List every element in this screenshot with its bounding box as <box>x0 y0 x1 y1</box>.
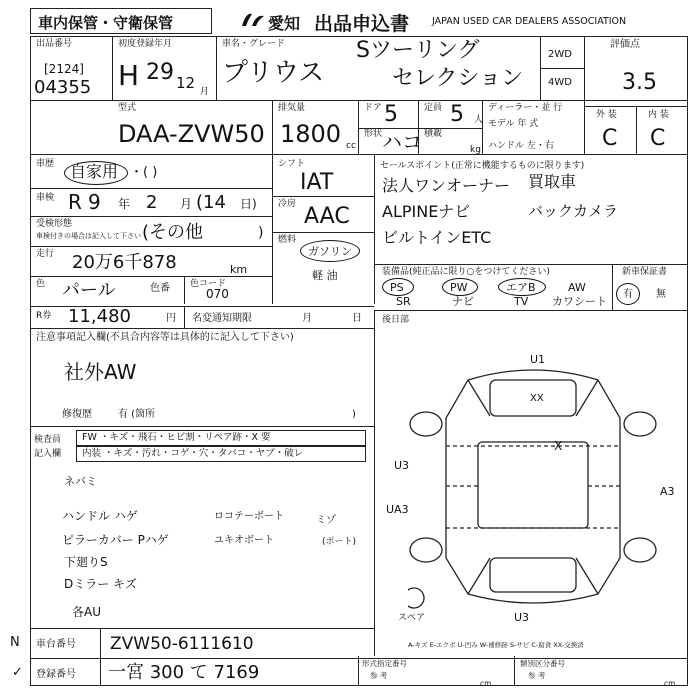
registration-year: 29 <box>146 60 174 85</box>
note-3b: ユキオボート <box>214 535 274 546</box>
note-2c: ミゾ <box>316 515 336 526</box>
note-2: ハンドル ハゲ <box>62 509 138 523</box>
color-code-value: 070 <box>206 287 229 301</box>
fuel-diesel: 軽 油 <box>312 269 338 282</box>
inspector-row-2: 内装 ・キズ・汚れ・コゲ・穴・タバコ・ヤブ・破レ <box>82 448 304 459</box>
doors-label: ドア <box>364 103 382 113</box>
inspection-day-unit: 日) <box>240 197 257 211</box>
lot-number: 04355 <box>34 77 92 98</box>
cert-form-ref: 参 考 <box>370 671 388 680</box>
shift-value: IAT <box>300 170 334 195</box>
page-title: 出品申込書 <box>314 13 410 35</box>
chassis-value: ZVW50-6111610 <box>110 634 254 654</box>
mileage-value: 20万6千878 <box>72 252 177 273</box>
drive-2wd: 2WD <box>548 49 572 60</box>
equipment-label: 装備品(純正品に限り○をつけてください) <box>382 267 550 277</box>
equip-airbag: エアB <box>506 281 536 294</box>
history-paren: ・( ) <box>130 165 158 180</box>
load-label: 積載 <box>424 129 443 139</box>
seats-value: 5 <box>450 102 464 127</box>
registration-label: 初度登録年月 <box>118 39 173 49</box>
notice-label: 名変通知期限 <box>192 313 252 324</box>
chassis-mark: N <box>10 635 20 650</box>
damage-mark-xx: XX <box>530 393 544 404</box>
ac-value: AAC <box>304 204 350 229</box>
repair-value: 有 (箇所 <box>118 409 156 420</box>
selling-point-1: 法人ワンオーナー <box>382 176 511 195</box>
color-number-label: 色番 <box>150 283 170 294</box>
repair-close: ) <box>352 409 356 420</box>
page-subtitle: JAPAN USED CAR DEALERS ASSOCIATION <box>432 16 627 27</box>
model-label: 車名・グレード <box>222 39 286 49</box>
equip-navi: ナビ <box>452 295 474 308</box>
note-1: ネバミ <box>64 475 97 488</box>
history-label: 車歴 <box>36 159 55 169</box>
handle-label: ハンドル 左・右 <box>488 141 554 151</box>
model-year-label: モデル 年 式 <box>488 119 539 129</box>
note-3c: (ポート) <box>322 537 357 547</box>
damage-mark-x: X <box>554 439 563 453</box>
damage-legend: A-キズ E-エクボ U-凹み W-補修跡 S-サビ C-腐食 XX-交換済 <box>408 641 584 649</box>
seats-label: 定員 <box>424 103 443 113</box>
lot-label: 出品番号 <box>36 39 73 49</box>
cert-form-label: 形式指定番号 <box>362 659 407 668</box>
notice-month: 月 <box>302 313 312 324</box>
damage-mark-ua3: UA3 <box>386 503 409 516</box>
registration-month-unit: 月 <box>200 87 210 97</box>
doors-value: 5 <box>384 102 398 127</box>
note-2b: ロコテーボート <box>214 511 284 522</box>
exterior-value: C <box>602 126 618 151</box>
registration-month: 12 <box>176 74 196 92</box>
interior-value: C <box>650 126 666 151</box>
selling-point-1b: 買取車 <box>528 172 577 191</box>
equipment-bottom-row <box>380 296 610 310</box>
lot-sub-number: [2124] <box>44 62 84 76</box>
mileage-label: 走行 <box>36 249 55 259</box>
shift-label: シフト <box>278 159 306 169</box>
chassis-label: 車台番号 <box>36 639 76 650</box>
cert-form-cm: cm <box>480 679 492 688</box>
equip-aw: AW <box>568 281 586 294</box>
inspector-label-2: 記入欄 <box>34 449 62 459</box>
color-label: 色 <box>36 279 46 289</box>
seats-unit: 人 <box>474 115 484 125</box>
selling-point-2b: バックカメラ <box>528 202 619 220</box>
damage-map-label: 後日部 <box>382 315 410 325</box>
notes-value: 社外AW <box>64 360 137 384</box>
color-value: パール <box>62 280 116 301</box>
recycle-unit: 円 <box>166 313 176 324</box>
equip-pw: PW <box>450 281 468 294</box>
inspector-label-1: 検査員 <box>34 435 62 445</box>
displacement-label: 排気量 <box>278 103 306 113</box>
inspection-month: 2 <box>146 192 158 213</box>
damage-mark-u3-bottom: U3 <box>514 611 530 624</box>
plate-value: 一宮 300 て 7169 <box>108 662 260 683</box>
inspection-label: 車検 <box>36 193 55 203</box>
warranty-yes: 有 <box>623 289 633 300</box>
ac-label: 冷房 <box>278 199 297 209</box>
exterior-label: 外 装 <box>596 110 617 120</box>
repair-label: 修復歴 <box>62 409 92 420</box>
recycle-value: 11,480 <box>68 306 131 327</box>
displacement-unit: cc <box>346 141 356 151</box>
storage-note: 車内保管・守衛保管 <box>38 14 174 32</box>
inspection-form-label: 受検形態 <box>36 219 73 229</box>
association-logo <box>238 10 270 30</box>
warranty-no: 無 <box>656 289 666 300</box>
type-label: 型式 <box>118 103 137 113</box>
grade-score-value: 3.5 <box>622 70 657 95</box>
cert-class-label: 類別区分番号 <box>520 659 565 668</box>
inspection-form-note: 車検付きの場合は記入して下さい <box>36 232 141 240</box>
note-5: Dミラー キズ <box>64 577 137 591</box>
load-unit: kg <box>470 145 481 155</box>
cert-class-ref: 参 考 <box>528 671 546 680</box>
selling-point-2: ALPINEナビ <box>382 202 471 221</box>
equip-ps: PS <box>390 281 404 294</box>
shape-value: ハコ <box>382 130 422 154</box>
equip-kawa: カワシート <box>552 295 607 308</box>
note-6: 各AU <box>72 605 101 619</box>
dealer-label: ディーラー・並 行 <box>488 103 563 113</box>
model-name: プリウス <box>222 58 325 88</box>
shape-label: 形状 <box>364 129 383 139</box>
type-value: DAA-ZVW50 <box>118 120 265 148</box>
damage-mark-u1: U1 <box>530 353 546 366</box>
logo-text: 愛知 <box>268 14 301 33</box>
equipment-top-row <box>380 280 610 294</box>
inspection-form-value: (その他 <box>142 222 204 243</box>
interior-label: 内 装 <box>648 110 669 120</box>
equip-sr: SR <box>396 295 411 308</box>
plate-label: 登録番号 <box>36 669 76 680</box>
inspection-year: 9 <box>88 190 101 214</box>
fuel-gas: ガソリン <box>308 245 352 258</box>
fuel-label: 燃料 <box>278 235 297 245</box>
inspection-month-unit: 月 <box>180 197 193 211</box>
damage-mark-a3: A3 <box>660 485 675 498</box>
spare-label: スペア <box>398 613 426 623</box>
displacement-value: 1800 <box>280 120 342 148</box>
warranty-label: 新車保証書 <box>622 267 668 277</box>
registration-era: H <box>118 59 140 92</box>
inspection-day: (14 <box>196 192 226 213</box>
damage-mark-u3-left: U3 <box>394 459 410 472</box>
grade-score-label: 評価点 <box>610 39 640 50</box>
model-grade-line1: Sツーリング <box>356 38 480 63</box>
recycle-label: R券 <box>36 311 52 321</box>
inspection-form-close: ) <box>258 225 264 241</box>
drive-4wd: 4WD <box>548 77 572 88</box>
notice-day: 日 <box>352 313 362 324</box>
note-4: 下廻りS <box>64 555 108 569</box>
inspection-year-unit: 年 <box>118 197 131 211</box>
note-3: ピラーカバー Pハゲ <box>62 533 169 547</box>
plate-mark: ✓ <box>12 665 23 680</box>
selling-points-label: セールスポイント(正常に機能するものに限ります) <box>380 161 585 171</box>
inspector-row-1: FW ・キズ・飛石・ヒビ割・リペア跡・X 要 <box>82 432 271 443</box>
history-value: 自家用 <box>70 162 119 181</box>
cert-class-cm: cm <box>664 679 676 688</box>
color-code-label: 色コード <box>190 279 227 289</box>
inspection-era: R <box>68 190 82 214</box>
model-grade-line2: セレクション <box>392 66 524 91</box>
selling-point-3: ビルトインETC <box>382 228 492 247</box>
notes-label: 注意事項記入欄(不具合内容等は具体的に記入して下さい) <box>36 332 294 343</box>
equip-tv: TV <box>514 295 529 308</box>
mileage-unit: km <box>230 263 248 276</box>
